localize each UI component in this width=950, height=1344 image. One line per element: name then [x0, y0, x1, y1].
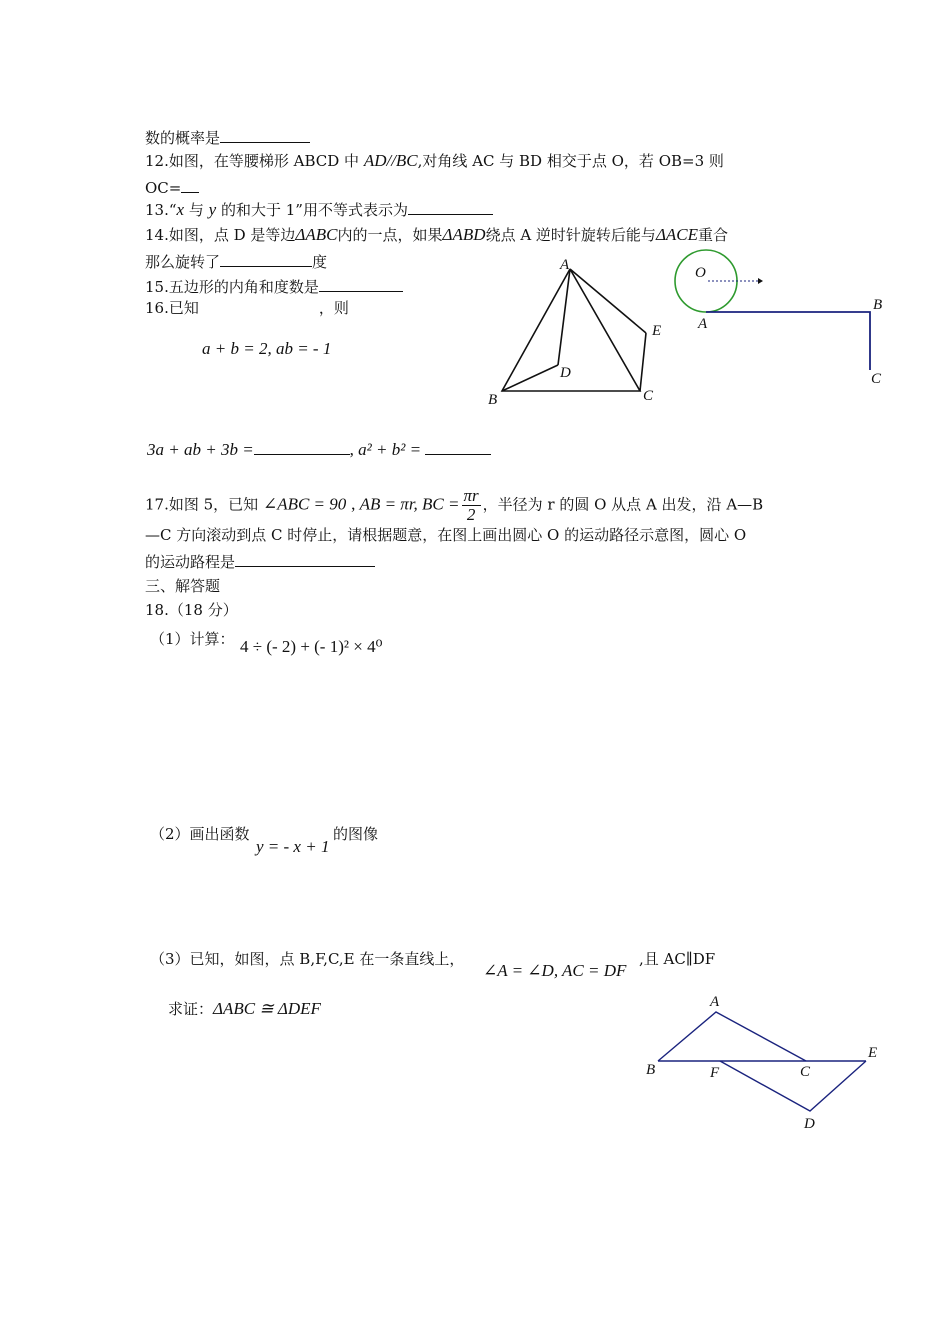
- question-18-2: （2）画出函数: [150, 825, 250, 843]
- label-o: O: [695, 265, 706, 281]
- question-17-cont2: 的运动路程是: [145, 550, 375, 573]
- math-q18-2: y = - x + 1: [256, 837, 330, 856]
- label-a: A: [560, 257, 570, 273]
- line-probability: 数的概率是: [145, 126, 310, 149]
- question-12-cont: OC=: [145, 176, 199, 199]
- answer-blank[interactable]: [181, 176, 199, 193]
- math-q16-condition: a + b = 2, ab = - 1: [202, 339, 332, 358]
- label-b: B: [488, 392, 498, 408]
- math-q18-1: 4 ÷ (- 2) + (- 1)² × 4⁰: [240, 637, 383, 656]
- question-16: 16.已知 ，则: [145, 299, 349, 317]
- label-f: F: [710, 1065, 720, 1081]
- question-18-3-prove: 求证：ΔABC ≅ ΔDEF: [168, 999, 321, 1018]
- label-b: B: [646, 1062, 656, 1078]
- answer-blank[interactable]: [220, 250, 312, 267]
- figure-triangle-rotation: [480, 255, 680, 415]
- question-14-cont: 那么旋转了 度: [145, 250, 327, 273]
- question-18: 18.（18 分）: [145, 601, 238, 619]
- answer-blank[interactable]: [408, 198, 493, 215]
- label-d: D: [804, 1116, 815, 1132]
- question-17-cont: —C 方向滚动到点 C 时停止，请根据题意，在图上画出圆心 O 的运动路径示意图，圆心 O: [145, 526, 747, 544]
- circle-o: [675, 250, 737, 312]
- math-q18-3: ∠A = ∠D, AC = DF: [483, 961, 627, 980]
- question-13: 13.“x 与 y 的和大于 1”用不等式表示为: [145, 198, 493, 221]
- figure-congruent-triangles: [640, 990, 900, 1130]
- answer-blank[interactable]: [220, 126, 310, 143]
- figure-rolling-circle: [670, 245, 900, 395]
- answer-blank[interactable]: [425, 438, 491, 455]
- question-18-3: （3）已知，如图，点 B,F,C,E 在一条直线上，: [150, 950, 465, 968]
- question-14: 14.如图，点 D 是等边ΔABC内的一点，如果ΔABD绕点 A 逆时针旋转后能与ΔACE重合: [145, 225, 729, 244]
- question-18-3-tail: ,且 AC∥DF: [639, 950, 716, 968]
- answer-blank[interactable]: [254, 438, 350, 455]
- question-16-expr: 3a + ab + 3b = , a² + b² =: [147, 438, 491, 461]
- fraction-pi-r-over-2: $\frac{\pi r}{2}$: [463, 486, 479, 524]
- math-ad-parallel-bc: AD//BC: [363, 151, 418, 170]
- label-c: C: [800, 1064, 811, 1080]
- question-17: 17.如图 5，已知 ∠ABC = 90 , AB = πr, BC = $\frac{\pi r}{2}$ ，半径为 r 的圆 O 从点 A 出发，沿 A—B: [145, 486, 764, 524]
- question-18-1: （1）计算：: [150, 630, 235, 648]
- question-18-2-tail: 的图像: [333, 825, 379, 843]
- section-title: 三、解答题: [145, 577, 221, 595]
- answer-blank[interactable]: [319, 275, 403, 292]
- label-b: B: [873, 297, 883, 313]
- question-15: 15.五边形的内角和度数是: [145, 275, 403, 298]
- label-e: E: [868, 1045, 878, 1061]
- label-d: D: [560, 365, 571, 381]
- label-c: C: [643, 388, 654, 404]
- label-a: A: [710, 994, 720, 1010]
- label-a: A: [698, 316, 708, 332]
- label-e: E: [652, 323, 662, 339]
- label-c: C: [871, 371, 882, 387]
- answer-blank[interactable]: [235, 550, 375, 567]
- question-12: 12.如图，在等腰梯形 ABCD 中 AD//BC,对角线 AC 与 BD 相交于点 O，若 OB=3 则: [145, 151, 724, 170]
